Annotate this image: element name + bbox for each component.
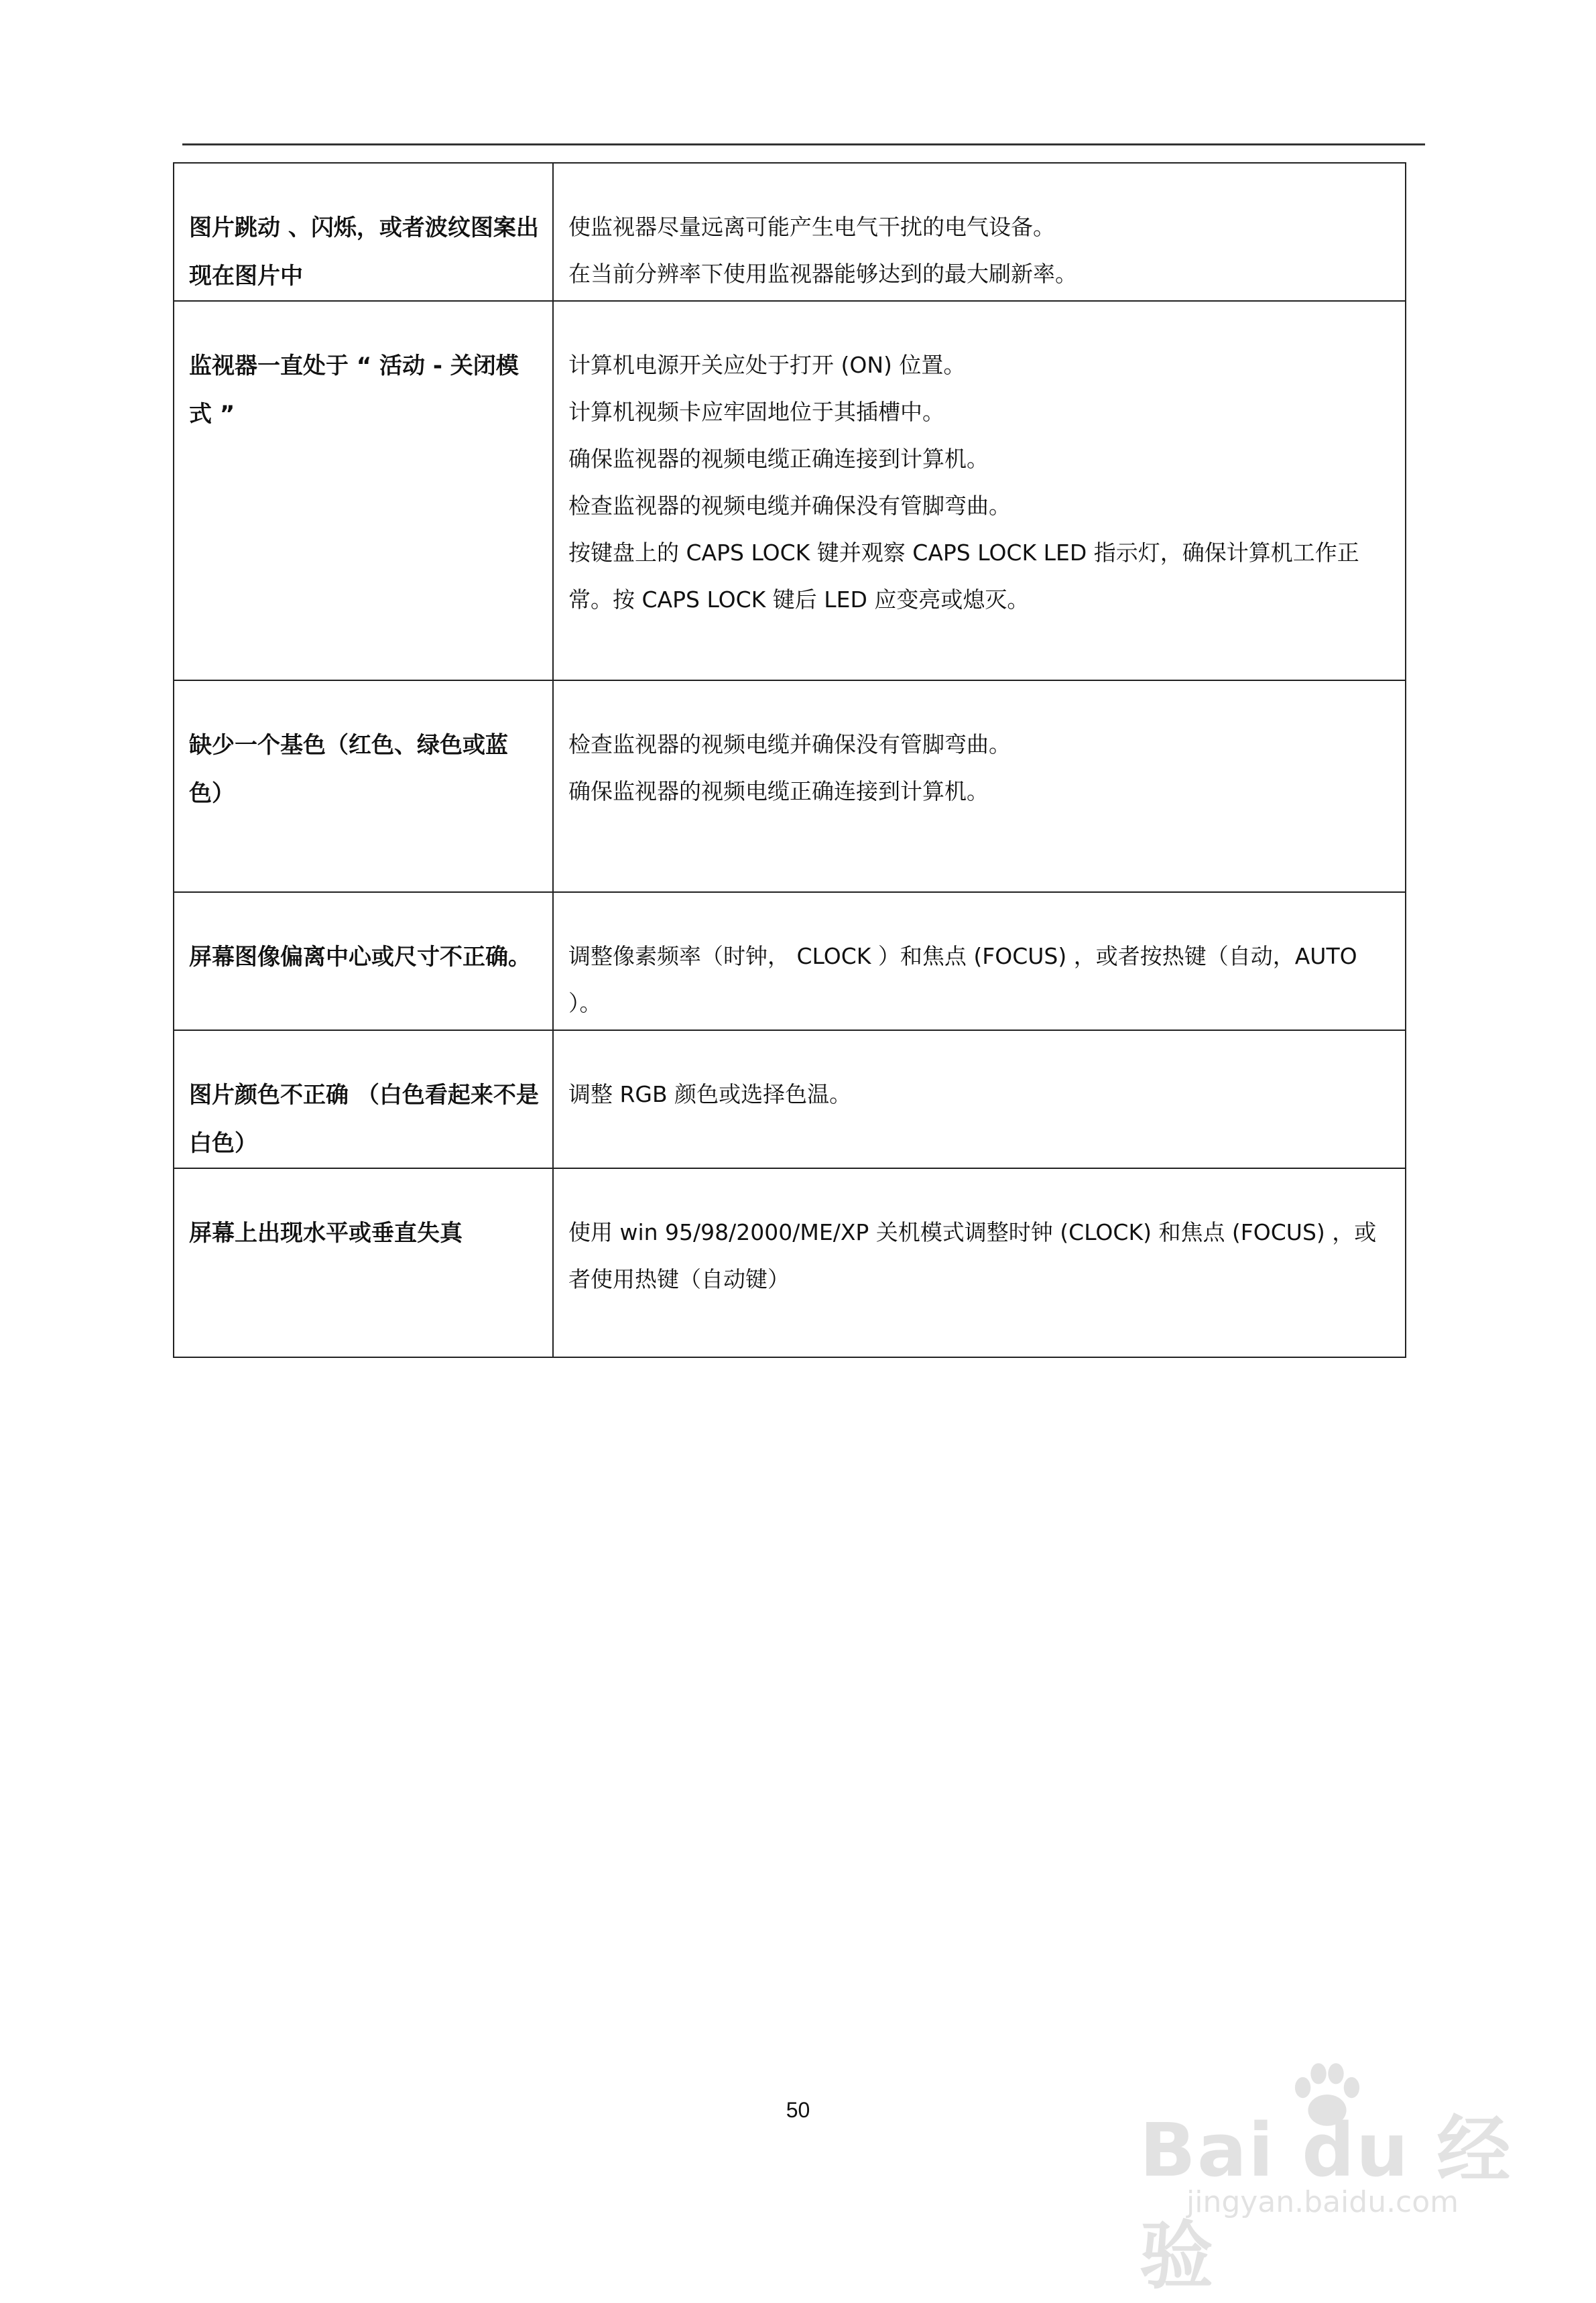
solution-line: 计算机电源开关应处于打开 (ON) 位置。 [568, 352, 966, 378]
watermark [1140, 2051, 1515, 2299]
problem-cell [174, 680, 553, 892]
table-row [174, 892, 1406, 1030]
table-row [174, 1168, 1406, 1357]
problem-text: 图片跳动 、闪烁，或者波纹图案出现在图片中 [189, 214, 539, 290]
solution-cell [553, 1168, 1406, 1357]
solution-line: 按键盘上的 CAPS LOCK 键并观察 CAPS LOCK LED 指示灯，确保计算机工作正常。按 CAPS LOCK 键后 LED 应变亮或熄灭。 [568, 540, 1359, 613]
problem-cell [174, 1168, 553, 1357]
solution-line: 计算机视频卡应牢固地位于其插槽中。 [568, 399, 944, 425]
table-row [174, 1030, 1406, 1168]
problem-text: 屏幕图像偏离中心或尺寸不正确。 [189, 944, 531, 971]
problem-cell [174, 1030, 553, 1168]
solution-cell [553, 1030, 1406, 1168]
problem-cell [174, 892, 553, 1030]
solution-line: 确保监视器的视频电缆正确连接到计算机。 [568, 778, 989, 804]
problem-text: 监视器一直处于 “ 活动 - 关闭模式 ” [189, 353, 519, 428]
solution-cell [553, 892, 1406, 1030]
solution-line: 调整 RGB 颜色或选择色温。 [568, 1081, 852, 1107]
table-row [174, 301, 1406, 680]
problem-text: 图片颜色不正确 （白色看起来不是白色） [189, 1082, 539, 1157]
watermark-url: jingyan.baidu.com [1186, 2185, 1459, 2219]
solution-line: 使用 win 95/98/2000/ME/XP 关机模式调整时钟 (CLOCK) 和焦点 (FOCUS) ，或者使用热键（自动键） [568, 1219, 1377, 1292]
page-number: 50 [786, 2098, 810, 2122]
solution-line: 确保监视器的视频电缆正确连接到计算机。 [568, 446, 989, 472]
watermark-logo: Bai du 经验 [1140, 2107, 1512, 2299]
solution-line: 调整像素频率（时钟， CLOCK ）和焦点 (FOCUS) ，或者按热键（自动，AUTO ）。 [568, 943, 1357, 1016]
troubleshooting-table [173, 162, 1406, 1358]
table-row [174, 163, 1406, 301]
solution-line: 使监视器尽量远离可能产生电气干扰的电气设备。 [568, 214, 1055, 240]
header-rule [182, 143, 1425, 145]
problem-cell [174, 163, 553, 301]
solution-cell [553, 163, 1406, 301]
solution-line: 检查监视器的视频电缆并确保没有管脚弯曲。 [568, 731, 1011, 757]
table-row [174, 680, 1406, 892]
solution-cell [553, 301, 1406, 680]
problem-text: 屏幕上出现水平或垂直失真 [189, 1220, 463, 1247]
solution-line: 在当前分辨率下使用监视器能够达到的最大刷新率。 [568, 261, 1077, 287]
problem-text: 缺少一个基色（红色、绿色或蓝色） [189, 732, 508, 807]
solution-cell [553, 680, 1406, 892]
solution-line: 检查监视器的视频电缆并确保没有管脚弯曲。 [568, 493, 1011, 519]
problem-cell [174, 301, 553, 680]
